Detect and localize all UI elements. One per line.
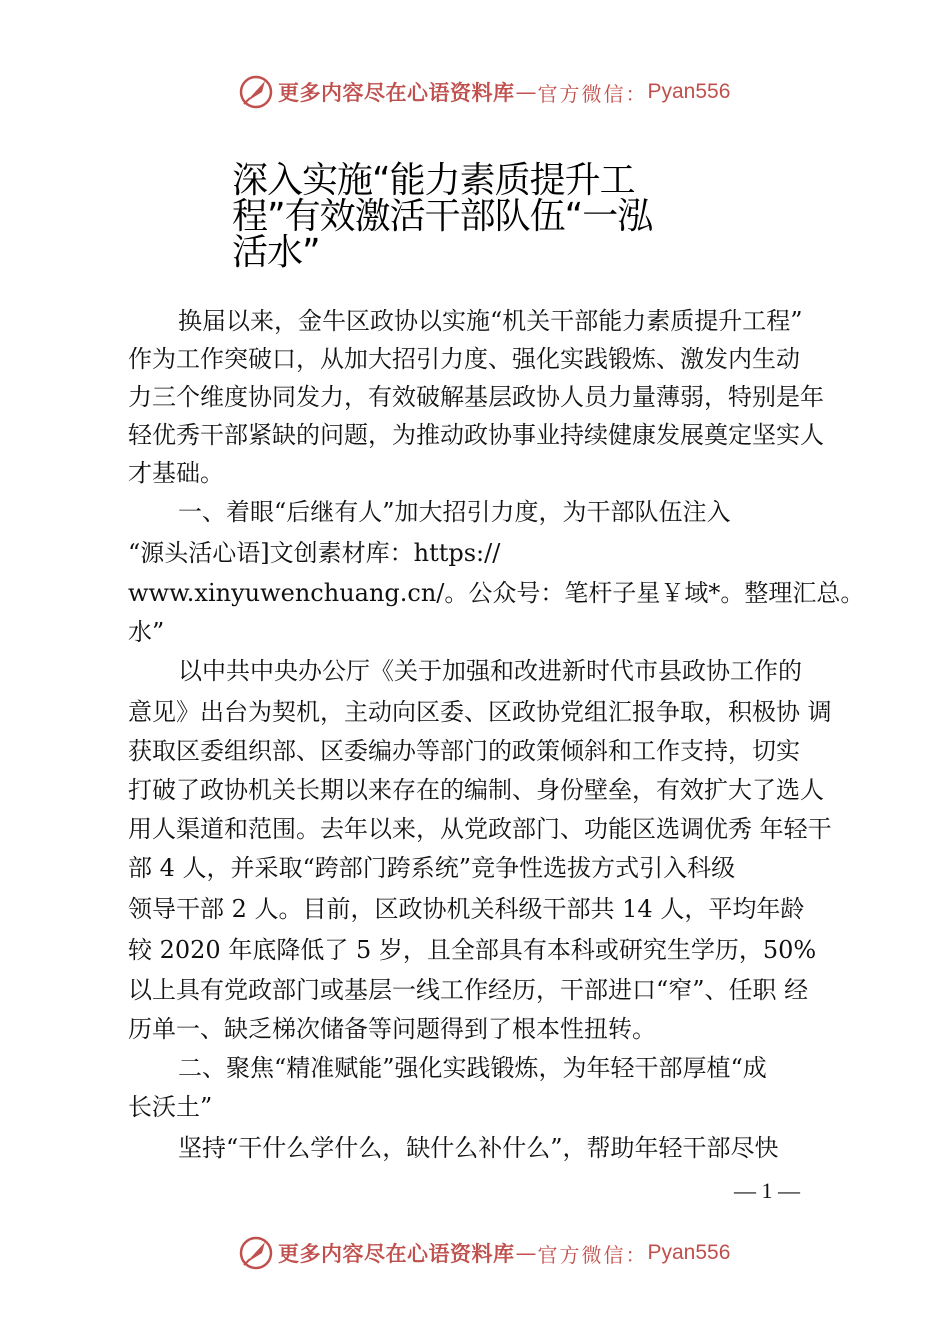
body-line: 以中共中央办公厅《关于加强和改进新时代市县政协工作的 — [178, 657, 802, 685]
body-line: 领导干部 2 人。目前，区政协机关科级干部共 14 人，平均年龄 — [128, 895, 805, 923]
document-title — [232, 160, 712, 273]
section-heading-line: 一、着眼“后继有人”加大招引力度，为干部队伍注入 — [178, 498, 731, 526]
watermark-label: 官方微信： — [537, 1242, 648, 1267]
body-line: 较 2020 年底降低了 5 岁，且全部具有本科或研究生学历，50% — [128, 936, 817, 964]
watermark-header — [238, 74, 730, 110]
body-line: 力三个维度协同发力，有效破解基层政协人员力量薄弱，特别是年 — [128, 383, 824, 411]
body-line: 获取区委组织部、区委编办等部门的政策倾斜和工作支持，切实 — [128, 737, 800, 765]
watermark-main-text: 更多内容尽在心语资料库 — [278, 1241, 515, 1266]
quill-logo-icon — [238, 74, 274, 110]
watermark-label: 官方微信： — [537, 81, 648, 106]
watermark-footer — [238, 1235, 730, 1271]
section-heading-line: 二、聚焦“精准赋能”强化实践锻炼，为年轻干部厚植“成 — [178, 1054, 767, 1082]
body-line: www.xinyuwenchuang.cn/。公众号：笔杆子星￥域*。整理汇总。 — [128, 579, 865, 607]
body-line: 水” — [128, 618, 165, 646]
body-line: 才基础。 — [128, 459, 224, 487]
watermark-dash: — — [515, 1241, 537, 1265]
watermark-wechat-id: Pyan556 — [647, 80, 731, 103]
body-line: 长沃土” — [128, 1093, 213, 1121]
body-line: 历单一、缺乏梯次储备等问题得到了根本性扭转。 — [128, 1015, 656, 1043]
body-line: 轻优秀干部紧缺的问题，为推动政协事业持续健康发展奠定坚实人 — [128, 421, 824, 449]
body-line: 以上具有党政部门或基层一线工作经历，干部进口“窄”、任职 经 — [128, 976, 809, 1004]
watermark-wechat-id: Pyan556 — [647, 1241, 731, 1264]
body-line: 换届以来，金牛区政协以实施“机关干部能力素质提升工程” — [178, 307, 803, 335]
page-number: — 1 — — [734, 1178, 800, 1203]
title-line: 活水” — [232, 232, 320, 273]
body-line: 作为工作突破口，从加大招引力度、强化实践锻炼、激发内生动 — [128, 345, 800, 373]
body-line: 意见》出台为契机，主动向区委、区政协党组汇报争取，积极协 调 — [128, 698, 832, 726]
watermark-main-text: 更多内容尽在心语资料库 — [278, 80, 515, 105]
body-line: “源头活心语]文创素材库：https:// — [128, 539, 501, 567]
watermark-dash: — — [515, 80, 537, 104]
title-line: 程”有效激活干部队伍“一泓 — [232, 196, 653, 237]
body-line: 部 4 人，并采取“跨部门跨系统”竞争性选拔方式引入科级 — [128, 854, 736, 882]
body-line: 坚持“干什么学什么，缺什么补什么”，帮助年轻干部尽快 — [178, 1134, 779, 1162]
body-line: 打破了政协机关长期以来存在的编制、身份壁垒，有效扩大了选人 — [128, 776, 824, 804]
title-line: 深入实施“能力素质提升工 — [232, 160, 635, 201]
quill-logo-icon — [238, 1235, 274, 1271]
body-line: 用人渠道和范围。去年以来，从党政部门、功能区选调优秀 年轻干 — [128, 815, 832, 843]
